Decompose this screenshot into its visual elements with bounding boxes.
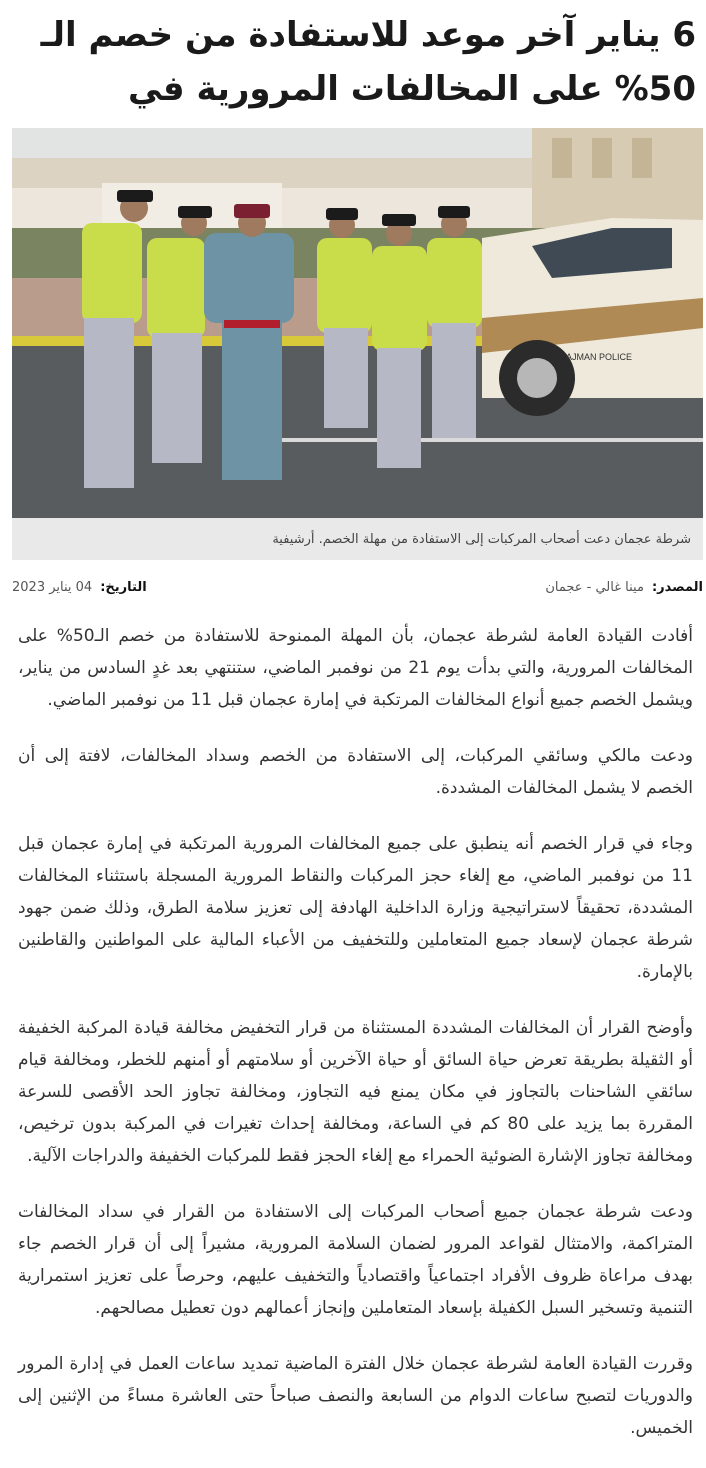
- article-photo: [12, 128, 703, 518]
- article-meta: [12, 576, 703, 598]
- article-paragraph: وأوضح القرار أن المخالفات المشددة المستثناة من قرار التخفيض مخالفة قيادة المركبة الخفيفة أو الثقيلة بطريقة تعرض حياة السائق أو حياة الآخرين أو سلامتهم أو أمنهم للخطر، ومخالفة قيام سائقي الشاحنات بالتجاوز في مكان يمنع فيه التجاوز، ومخالفة تجاوز الحد الأقصى للسرعة المقررة بما يزيد على 80 كم في الساعة، ومخالفة إحداث تغيرات في المركبة بدون ترخيص، ومخالفة تجاوز الإشارة الضوئية الحمراء مع إلغاء الحجز فقط للمركبات الخفيفة والدراجات الآلية.: [18, 1018, 693, 1166]
- article-paragraph: ودعت شرطة عجمان جميع أصحاب المركبات إلى الاستفادة من القرار في سداد المخالفات المتراكمة، والامتثال لقواعد المرور لضمان السلامة المرورية، مشيراً إلى أن قرار الخصم جاء بهدف مراعاة ظروف الأفراد اجتماعياً واقتصادياً والتخفيف عليهم، وحرصاً على تعزيز استمرارية التنمية وتسخير السبل الكفيلة بإسعاد المتعاملين وإنجاز أعمالهم دون تعطيل مصالحهم.: [18, 1202, 693, 1318]
- date-group: [12, 580, 147, 595]
- date-label: التاريخ:: [100, 579, 147, 595]
- article-paragraph: وقررت القيادة العامة لشرطة عجمان خلال الفترة الماضية تمديد ساعات العمل في إدارة المرور والدوريات لتصبح ساعات الدوام من السابعة والنصف صباحاً حتى العاشرة مساءً من الإثنين إلى الخميس.: [18, 1354, 693, 1438]
- photo-caption: شرطة عجمان دعت أصحاب المركبات إلى الاستفادة من مهلة الخصم. أرشيفية: [272, 531, 691, 547]
- source-label: المصدر:: [651, 579, 703, 595]
- photo-caption-bar: [12, 518, 703, 560]
- source-group: [545, 580, 703, 595]
- car-police-text: AJMAN POLICE: [565, 352, 632, 362]
- article-paragraph: ودعت مالكي وسائقي المركبات، إلى الاستفادة من الخصم وسداد المخالفات، لافتة إلى أن الخصم لا يشمل المخالفات المشددة.: [18, 746, 693, 798]
- article-body: [18, 620, 693, 1468]
- article-paragraph: وجاء في قرار الخصم أنه ينطبق على جميع المخالفات المرورية المرتكبة في إمارة عجمان قبل 11 من نوفمبر الماضي، مع إلغاء حجز المركبات والنقاط المرورية المسجلة باستثناء المخالفات المشددة، تحقيقاً لاستراتيجية وزارة الداخلية الهادفة إلى تعزيز سلامة الطرق، وذلك ضمن جهود شرطة عجمان لإسعاد جميع المتعاملين وللتخفيف من الأعباء المالية على المواطنين والقاطنين بالإمارة.: [18, 834, 693, 982]
- date-value: 04 يناير 2023: [12, 579, 93, 595]
- source-value: مينا غالي - عجمان: [545, 579, 644, 595]
- article-headline: 6 يناير آخر موعد للاستفادة من خصم الـ 50% على المخالفات المرورية في: [40, 15, 696, 109]
- article-paragraph: أفادت القيادة العامة لشرطة عجمان، بأن المهلة الممنوحة للاستفادة من خصم الـ50% على المخالفات المرورية، والتي بدأت يوم 21 من نوفمبر الماضي، ستنتهي بعد غدٍ السادس من يناير، ويشمل الخصم جميع أنواع المخالفات المرتكبة في إمارة عجمان قبل 11 من نوفمبر الماضي.: [18, 626, 694, 710]
